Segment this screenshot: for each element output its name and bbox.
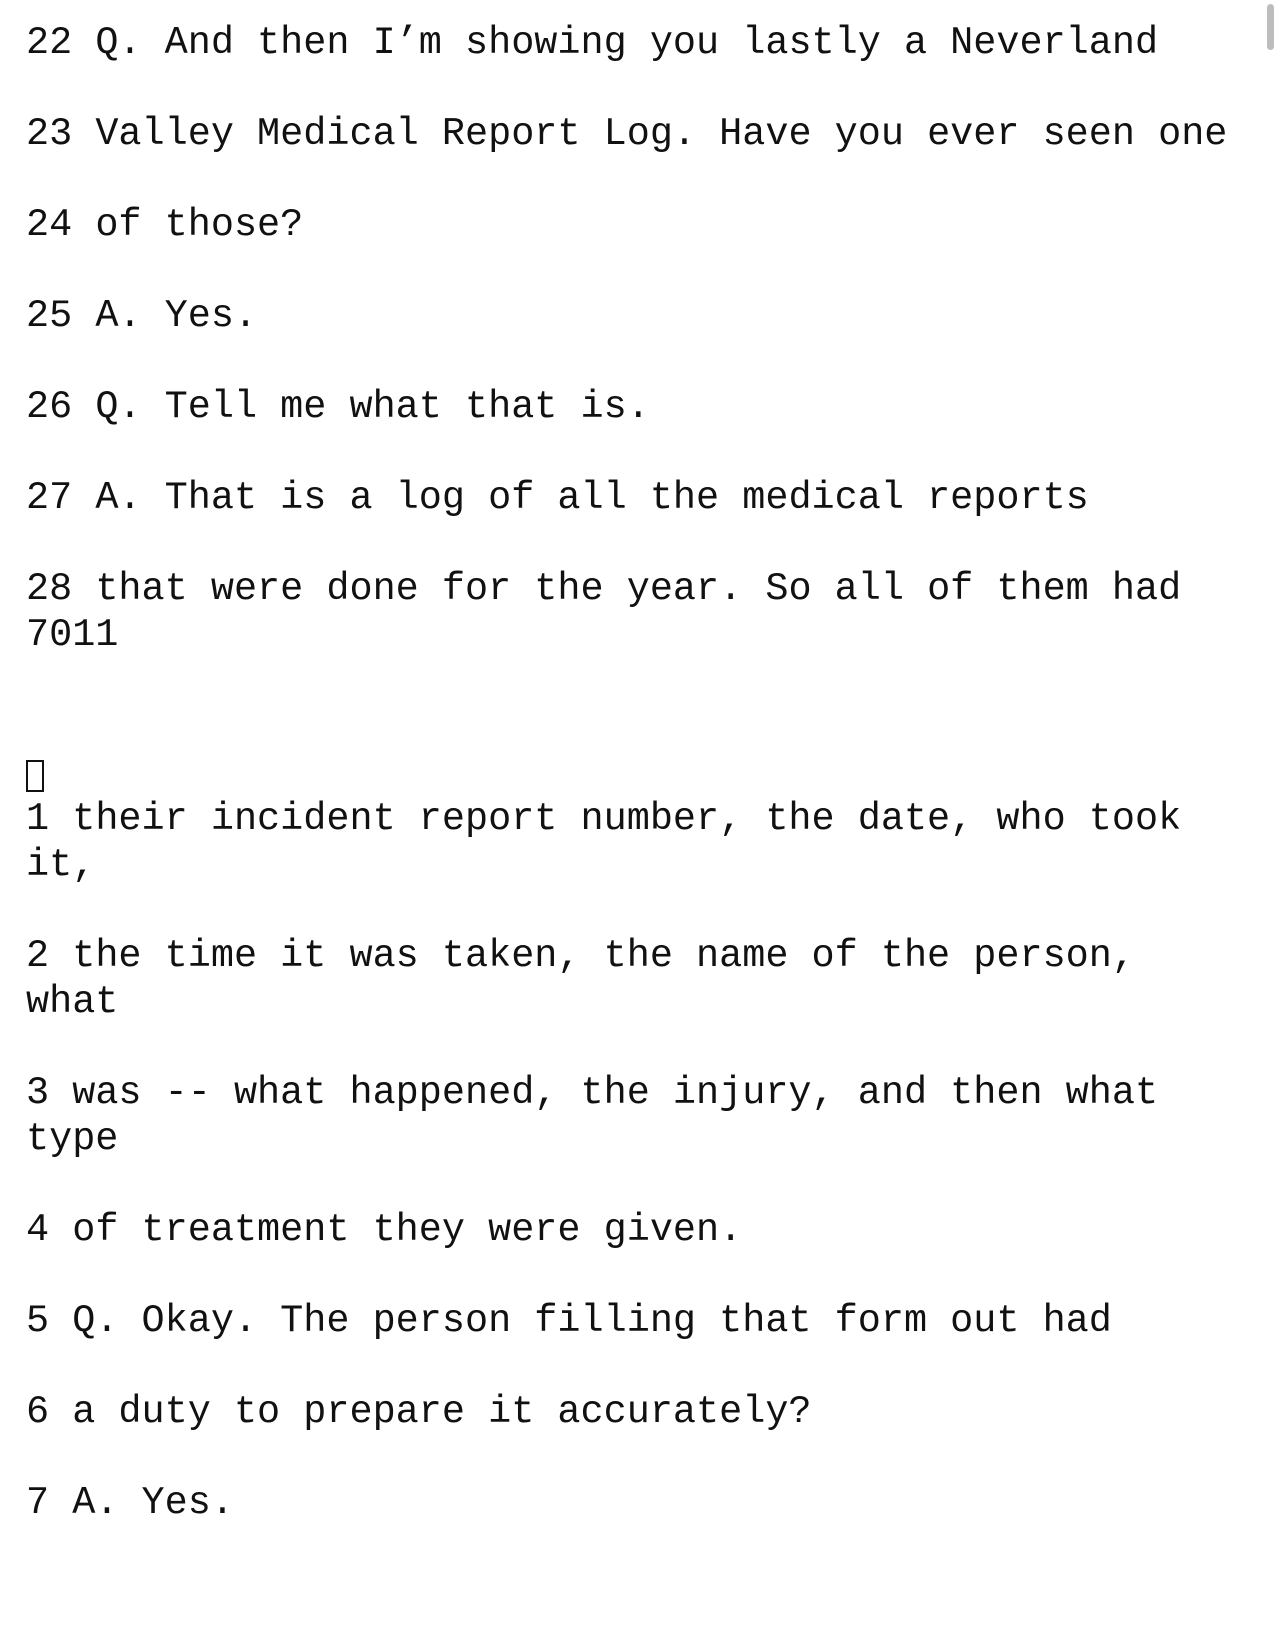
transcript-line: 23 Valley Medical Report Log. Have you ever seen one: [26, 112, 1228, 156]
transcript-line: 6 a duty to prepare it accurately?: [26, 1390, 812, 1434]
vertical-scrollbar[interactable]: [1267, 4, 1274, 50]
transcript-line: 27 A. That is a log of all the medical reports: [26, 476, 1089, 520]
transcript-line: 24 of those?: [26, 203, 304, 247]
transcript-line: 28 that were done for the year. So all of them had 7011: [26, 567, 1205, 657]
transcript-line: 2 the time it was taken, the name of the person, what: [26, 934, 1159, 1024]
transcript-line: 22 Q. And then I’m showing you lastly a Neverland: [26, 21, 1159, 65]
transcript-line: 4 of treatment they were given.: [26, 1208, 743, 1252]
missing-glyph-icon: [26, 760, 44, 792]
transcript-line: 26 Q. Tell me what that is.: [26, 385, 650, 429]
transcript-line: 1 their incident report number, the date, who took it,: [26, 797, 1205, 887]
transcript-line: 7 A. Yes.: [26, 1481, 234, 1525]
transcript-line: 3 was -- what happened, the injury, and then what type: [26, 1071, 1182, 1161]
page-break-marker: [26, 750, 1250, 796]
transcript-line: 5 Q. Okay. The person filling that form out had: [26, 1299, 1112, 1343]
transcript-line: 25 A. Yes.: [26, 294, 258, 338]
